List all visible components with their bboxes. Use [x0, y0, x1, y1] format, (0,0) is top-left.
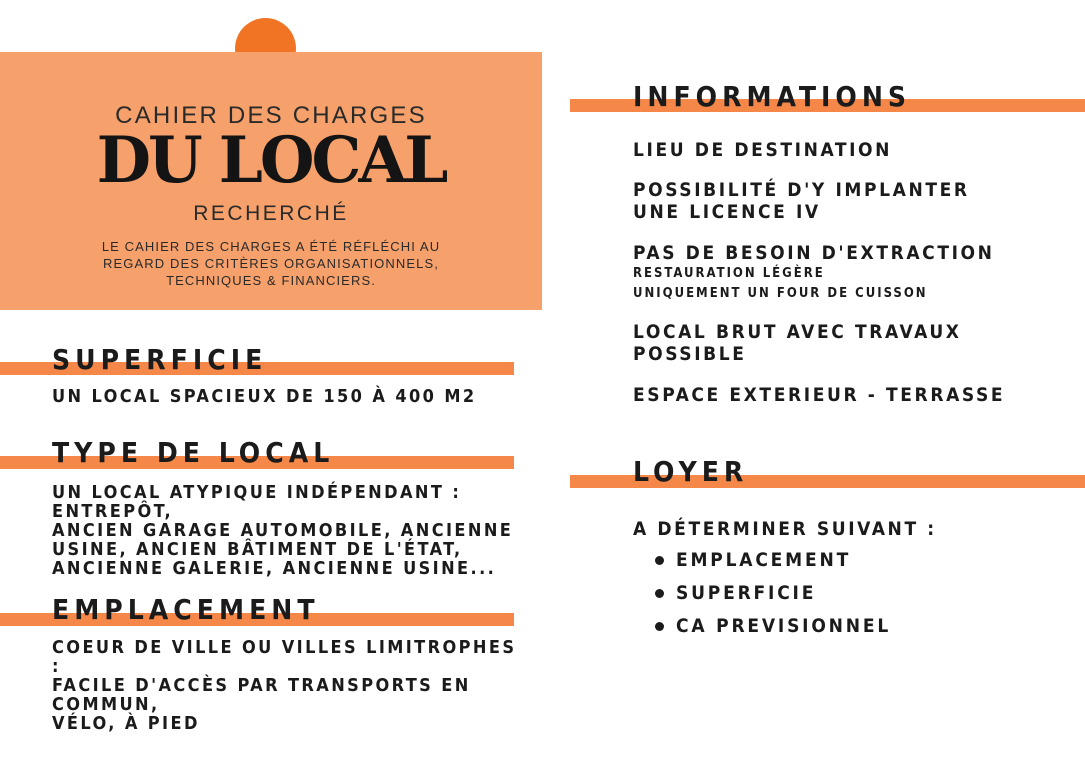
- hero-banner: [0, 52, 542, 310]
- loyer-lead: A DÉTERMINER SUIVANT :: [633, 518, 937, 540]
- list-item: [655, 615, 891, 648]
- informations-heading: INFORMATIONS: [633, 80, 912, 113]
- bullet-icon: [655, 622, 664, 631]
- hero-kicker: CAHIER DES CHARGES: [115, 102, 427, 129]
- hero-note-line: REGARD DES CRITÈRES ORGANISATIONNELS,: [103, 256, 439, 271]
- list-item: [655, 582, 891, 615]
- emplacement-line: COEUR DE VILLE OU VILLES LIMITROPHES :: [52, 637, 517, 677]
- loyer-bullet-list: [655, 549, 891, 648]
- hero-title: DU LOCAL: [96, 123, 446, 198]
- info-item: [633, 139, 1073, 161]
- info-item-sub: UNIQUEMENT UN FOUR DE CUISSON: [633, 286, 928, 301]
- type-local-line: ANCIEN GARAGE AUTOMOBILE, ANCIENNE: [52, 520, 514, 541]
- info-item-main: LOCAL BRUT AVEC TRAVAUX: [633, 321, 962, 343]
- info-item: [633, 179, 1073, 223]
- bullet-label: SUPERFICIE: [676, 582, 817, 604]
- hero-note: [48, 238, 494, 289]
- emplacement-line: FACILE D'ACCÈS PAR TRANSPORTS EN COMMUN,: [52, 675, 471, 715]
- info-item-main: PAS DE BESOIN D'EXTRACTION: [633, 242, 995, 264]
- info-item-main: UNE LICENCE IV: [633, 201, 821, 223]
- info-item-main: POSSIBILITÉ D'Y IMPLANTER: [633, 179, 970, 201]
- info-item-main: ESPACE EXTERIEUR - TERRASSE: [633, 384, 1006, 406]
- bullet-label: CA PREVISIONNEL: [676, 615, 892, 637]
- bullet-label: EMPLACEMENT: [676, 549, 852, 571]
- info-item: [633, 321, 1073, 365]
- info-item-main: POSSIBLE: [633, 343, 747, 365]
- emplacement-text: [52, 638, 522, 733]
- loyer-heading: LOYER: [633, 455, 749, 488]
- info-item-sub: RESTAURATION LÉGÈRE: [633, 266, 825, 281]
- hero-note-line: TECHNIQUES & FINANCIERS.: [166, 273, 376, 288]
- type-local-line: UN LOCAL ATYPIQUE INDÉPENDANT : ENTREPÔT,: [52, 482, 462, 522]
- type-local-line: USINE, ANCIEN BÂTIMENT DE L'ÉTAT,: [52, 539, 463, 560]
- bullet-icon: [655, 556, 664, 565]
- info-item-main: LIEU DE DESTINATION: [633, 139, 893, 161]
- list-item: [655, 549, 891, 582]
- superficie-text: UN LOCAL SPACIEUX DE 150 À 400 M2: [52, 386, 477, 407]
- superficie-heading: SUPERFICIE: [52, 343, 268, 376]
- info-item: [633, 384, 1073, 406]
- emplacement-line: VÉLO, À PIED: [52, 713, 200, 734]
- bullet-icon: [655, 589, 664, 598]
- emplacement-heading: EMPLACEMENT: [52, 593, 320, 626]
- hero-subtitle: RECHERCHÉ: [193, 202, 349, 225]
- type-local-text: [52, 483, 522, 578]
- info-item: [633, 242, 1073, 304]
- type-local-line: ANCIENNE GALERIE, ANCIENNE USINE...: [52, 558, 497, 579]
- hero-note-line: LE CAHIER DES CHARGES A ÉTÉ RÉFLÉCHI AU: [101, 239, 441, 254]
- type-local-heading: TYPE DE LOCAL: [52, 436, 335, 469]
